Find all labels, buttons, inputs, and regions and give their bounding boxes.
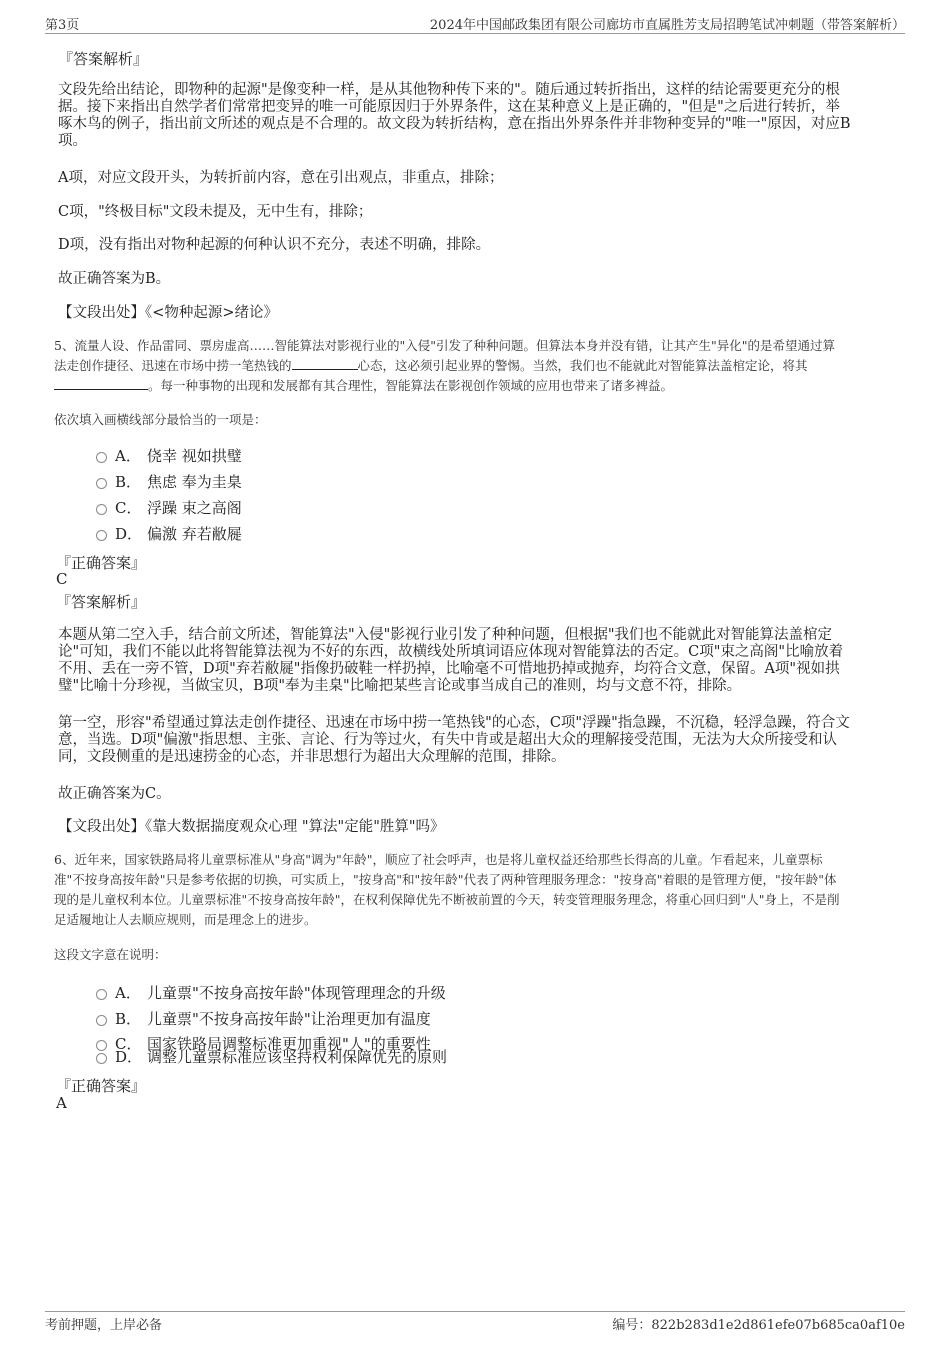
question-6-stem: 6、近年来，国家铁路局将儿童票标准从"身高"调为"年龄"，顺应了社会呼声，也是将儿童权益还给那些长得高的儿童。乍看起来，儿童票标 准"不按身高按年龄"只是参考依据的切换，可实质上，"按身高"和"按年龄"代表了两种管理服务理念："按身高"着眼的是管理方便，"按年龄"体 现的是儿童权利本位。儿童票标准"不按身高按年龄"，在权利保障优先不断被前置的今天，转变管理服务理念，将重心回归到"人"身上，不是削 足适履地让人去顺应规则，而是理念上的进步。 — [54, 852, 840, 927]
correct-answer-tag: 『正确答案』 — [56, 1077, 147, 1095]
document-id: 编号：822b283d1e2d861efe07b685ca0af10e — [612, 1318, 905, 1333]
radio-icon[interactable] — [96, 989, 107, 1000]
footer-slogan: 考前押题，上岸必备 — [45, 1318, 163, 1333]
analysis-option-d: D项，没有指出对物种起源的何种认识不充分，表述不明确，排除。 — [58, 237, 491, 253]
radio-icon[interactable] — [96, 478, 107, 489]
question-5-prompt: 依次填入画横线部分最恰当的一项是： — [54, 412, 267, 427]
header-divider — [45, 33, 905, 34]
answer-analysis-paragraph: 第一空，形容"希望通过算法走创作捷径、迅速在市场中捞一笔热钱"的心态，C项"浮躁"指急躁，不沉稳，轻浮急躁，符合文 意，当选。D项"偏激"指思想、主张、言论、行为等过火，有失中肯或是超出大众的理解接受范围，无法为大众所接受和认 同，文段侧重的是迅速捞金的心态，并非思想行为超出大众理解的范围，排除。 — [58, 715, 850, 765]
radio-icon[interactable] — [96, 504, 107, 515]
source-citation: 【文段出处】《靠大数据揣度观众心理 "算法"定能"胜算"吗》 — [58, 819, 445, 835]
correct-answer-conclusion: 故正确答案为B。 — [58, 271, 171, 287]
radio-icon[interactable] — [96, 452, 107, 463]
footer-divider — [45, 1311, 905, 1312]
q5-option-d[interactable]: D． 偏激 弃若敝屣 — [96, 523, 242, 544]
q6-option-a[interactable]: A． 儿童票"不按身高按年龄"体现管理理念的升级 — [96, 982, 446, 1003]
analysis-option-a: A项，对应文段开头，为转折前内容，意在引出观点，非重点，排除； — [58, 170, 504, 186]
fill-blank-2 — [54, 377, 148, 390]
answer-analysis-paragraph: 本题从第二空入手，结合前文所述，智能算法"入侵"影视行业引发了种种问题，但根据"我们也不能就此对智能算法盖棺定 论"可知，我们不能以此将智能算法视为不好的东西，故横线处所填词语应体现对智能算法的否定。C项"束之高阁"比喻放着 不用、丢在一旁不管，D项"弃若敝屣"指像扔破鞋一样扔掉，比喻毫不可惜地扔掉或抛弃，均符合文意，保留。A项"视如拱 璧"比喻十分珍视，当做宝贝，B项"奉为圭臬"比喻把某些言论或事当成自己的准则，均与文意不符，排除。 — [58, 627, 844, 694]
page-number: 第3页 — [45, 18, 80, 33]
correct-answer-value: C — [56, 570, 68, 588]
question-6-prompt: 这段文字意在说明： — [54, 947, 167, 962]
question-5-stem: 5、流量人设、作品雷同、票房虚高……智能算法对影视行业的"入侵"引发了种种问题。但算法本身并没有错，让其产生"异化"的是希望通过算 法走创作捷径、迅速在市场中捞一笔热钱的 心态，这必须引起业界的警惕。当然，我们也不能就此对智能算法盖棺定论，将其 。每一种事物的出现和发展都有其合理性，智能算法在影视创作领域的应用也带来了诸多裨益。 — [54, 338, 835, 393]
correct-answer-conclusion: 故正确答案为C。 — [58, 786, 171, 802]
answer-analysis-tag: 『答案解析』 — [58, 50, 149, 68]
q6-option-d[interactable]: D． 调整儿童票标准应该坚持权利保障优先的原则 — [96, 1046, 447, 1067]
radio-icon[interactable] — [96, 1015, 107, 1026]
radio-icon[interactable] — [96, 530, 107, 541]
radio-icon[interactable] — [96, 1053, 107, 1064]
correct-answer-tag: 『正确答案』 — [56, 554, 147, 572]
analysis-option-c: C项，"终极目标"文段未提及，无中生有，排除； — [58, 204, 373, 220]
q6-option-c[interactable]: C． 国家铁路局调整标准更加重视"人"的重要性 — [96, 1033, 431, 1054]
source-citation: 【文段出处】《<物种起源>绪论》 — [58, 305, 279, 321]
correct-answer-value: A — [56, 1094, 67, 1112]
answer-analysis-paragraph: 文段先给出结论，即物种的起源"是像变种一样，是从其他物种传下来的"。随后通过转折指出，这样的结论需要更充分的根 据。接下来指出自然学者们常常把变异的唯一可能原因归于外界条件，这在某种意义上是正确的，"但是"之后进行转折，举 啄木鸟的例子，指出前文所述的观点是不合理的。故文段为转折结构，意在指出外界条件并非物种变异的"唯一"原因，对应B 项。 — [58, 82, 851, 149]
q5-option-c[interactable]: C． 浮躁 束之高阁 — [96, 497, 242, 518]
q5-option-a[interactable]: A． 侥幸 视如拱璧 — [96, 445, 242, 466]
q6-option-b[interactable]: B． 儿童票"不按身高按年龄"让治理更加有温度 — [96, 1008, 431, 1029]
q5-option-b[interactable]: B． 焦虑 奉为圭臬 — [96, 471, 242, 492]
document-title: 2024年中国邮政集团有限公司廊坊市直属胜芳支局招聘笔试冲刺题（带答案解析） — [429, 18, 905, 33]
answer-analysis-tag: 『答案解析』 — [56, 593, 147, 611]
fill-blank-1 — [292, 357, 358, 370]
